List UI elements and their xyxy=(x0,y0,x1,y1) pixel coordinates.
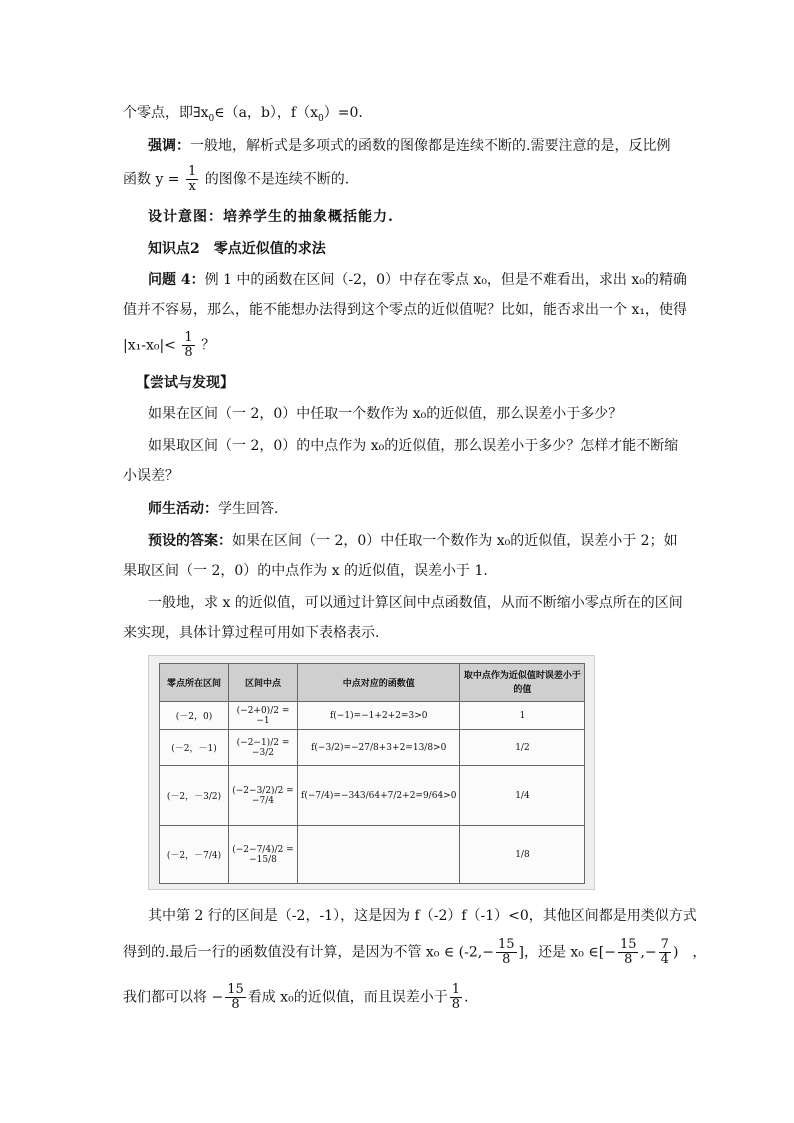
conclusion-line-2: 得到的.最后一行的函数值没有计算，是因为不管 x₀ ∈ (-2,− $\frac{15}{8}$ ]，还是 x₀ ∈[− $\frac{15}{8}$ ,− $\frac{7}{4}$ ) ， xyxy=(123,937,707,967)
conclusion-line-1: 其中第 2 行的区间是（-2，-1），这是因为 f（-2）f（-1）<0，其他区间都是用类似方式 xyxy=(148,908,697,924)
answer-line-2: 果取区间（一 2，0）的中点作为 x 的近似值，误差小于 1. xyxy=(123,563,488,579)
emphasis-line: 强调：一般地，解析式是多项式的函数的图像都是连续不断的.需要注意的是，反比例 xyxy=(148,138,671,154)
cell-midpoint: (−2−7/4)/2 = −15/8 xyxy=(229,826,298,884)
fraction: $\frac{15}{8}$ xyxy=(619,937,637,967)
fraction: $\frac{7}{4}$ xyxy=(660,937,669,967)
table-row xyxy=(160,702,585,730)
cell-interval: (－2，0) xyxy=(160,702,229,730)
cell-midpoint: (−2−3/2)/2 = −7/4 xyxy=(229,766,298,826)
question-4-line-2: 值并不容易，那么，能不能想办法得到这个零点的近似值呢？比如，能否求出一个 x₁，使得 xyxy=(123,302,687,318)
cell-interval: (－2，－3/2) xyxy=(160,766,229,826)
continuation-line: 个零点，即$\exists x_0\in(a$，b），$f(x_0)=0$. xyxy=(123,105,363,124)
fraction: $\frac{15}{8}$ xyxy=(227,982,244,1012)
table-header: 零点所在区间 xyxy=(160,664,229,702)
emphasis-line-2: 函数 y = $\frac{1}{x}$ 的图像不是连续不断的. xyxy=(123,164,350,194)
fraction: $\frac{15}{8}$ xyxy=(497,937,515,967)
table-row xyxy=(160,766,585,826)
table-header: 中点对应的函数值 xyxy=(298,664,460,702)
cell-function-value: f(−3/2)=−27/8+3+2=13/8>0 xyxy=(298,730,460,766)
try-question-2a: 如果取区间（一 2，0）的中点作为 x₀的近似值，那么误差小于多少？怎样才能不断缩 xyxy=(148,438,679,454)
fraction: $\frac{1}{x}$ xyxy=(188,164,197,194)
cell-function-value: f(−7/4)=−343/64+7/2+2=9/64>0 xyxy=(298,766,460,826)
activity-line: 师生活动：学生回答. xyxy=(148,501,279,517)
cell-error: 1/8 xyxy=(460,826,585,884)
cell-function-value: f(−1)=−1+2+2=3>0 xyxy=(298,702,460,730)
table-row xyxy=(160,730,585,766)
cell-function-value xyxy=(298,826,460,884)
conclusion-line-3: 我们都可以将 − $\frac{15}{8}$ 看成 x₀的近似值，而且误差小于 $\frac{1}{8}$ . xyxy=(123,982,469,1012)
table-header: 区间中点 xyxy=(229,664,298,702)
design-intent: 设计意图：培养学生的抽象概括能力. xyxy=(148,209,394,225)
knowledge-point-heading: 知识点2 零点近似值的求法 xyxy=(148,241,326,257)
fraction: $\frac{1}{8}$ xyxy=(451,982,460,1012)
cell-midpoint: (−2+0)/2 = −1 xyxy=(229,702,298,730)
try-heading: 【尝试与发现】 xyxy=(136,375,234,391)
cell-error: 1/2 xyxy=(460,730,585,766)
table-header-row xyxy=(160,664,585,702)
question-4-line-3: |x₁-x₀|< $\frac{1}{8}$ ？ xyxy=(123,330,216,360)
table-row xyxy=(160,826,585,884)
cell-error: 1 xyxy=(460,702,585,730)
emphasis-label: 强调： xyxy=(148,138,190,154)
question-4-line-1: 问题 4：例 1 中的函数在区间（-2，0）中存在零点 x₀，但是不难看出，求出 x₀的精确 xyxy=(148,272,687,288)
try-question-1: 如果在区间（一 2，0）中任取一个数作为 x₀的近似值，那么误差小于多少？ xyxy=(148,406,623,422)
try-question-2b: 小误差？ xyxy=(123,468,179,484)
answer-line-1: 预设的答案：如果在区间（一 2，0）中任取一个数作为 x₀的近似值，误差小于 2；如 xyxy=(148,533,678,549)
cell-interval: (－2，－7/4) xyxy=(160,826,229,884)
fraction: $\frac{1}{8}$ xyxy=(184,330,193,360)
cell-midpoint: (−2−1)/2 = −3/2 xyxy=(229,730,298,766)
cell-error: 1/4 xyxy=(460,766,585,826)
table-header: 取中点作为近似值时误差小于的值 xyxy=(460,664,585,702)
calculation-table xyxy=(159,663,585,884)
calculation-table-image xyxy=(148,655,595,890)
general-line-2: 来实现，具体计算过程可用如下表格表示. xyxy=(123,625,380,641)
cell-interval: (－2，－1) xyxy=(160,730,229,766)
general-line-1: 一般地，求 x 的近似值，可以通过计算区间中点函数值，从而不断缩小零点所在的区间 xyxy=(148,595,683,611)
